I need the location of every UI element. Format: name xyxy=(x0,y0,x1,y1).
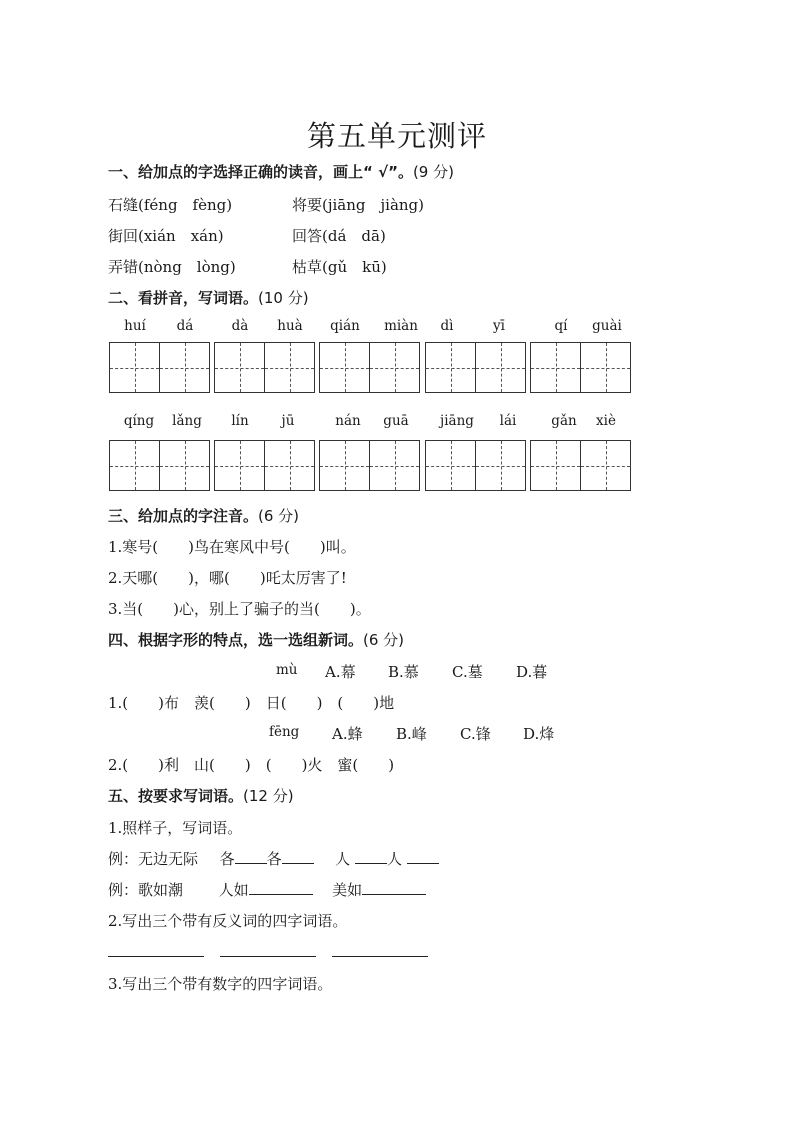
s1-item: 回答(dá dā) xyxy=(292,227,386,245)
grid-cell[interactable] xyxy=(580,441,630,490)
pinyin: jū xyxy=(281,413,295,429)
pinyin: qí xyxy=(554,318,568,334)
s4-option: B.峰 xyxy=(396,725,427,743)
s4-option: A.幕 xyxy=(325,663,356,681)
example-char: 人如 xyxy=(218,881,249,899)
s4-q2-pinyin: fēng xyxy=(269,724,300,740)
s4-option: C.墓 xyxy=(452,663,483,681)
s1-item: 石缝(féng fèng) xyxy=(108,196,233,214)
s5-subquestion-1: 1.照样子，写词语。 xyxy=(108,819,243,837)
pinyin: xiè xyxy=(596,413,616,429)
pinyin: lái xyxy=(499,413,517,429)
writing-grid[interactable] xyxy=(109,440,210,491)
grid-cell[interactable] xyxy=(110,343,159,392)
pinyin: dà xyxy=(231,318,249,334)
example-char: 各 xyxy=(266,850,282,868)
section-1-points: (9 分) xyxy=(412,163,454,181)
grid-cell[interactable] xyxy=(215,441,264,490)
s4-option: A.蜂 xyxy=(332,725,363,743)
pinyin: lǎng xyxy=(172,413,202,429)
section-1-heading xyxy=(108,161,454,182)
grid-cell[interactable] xyxy=(215,343,264,392)
answer-line[interactable] xyxy=(220,956,316,957)
grid-cell[interactable] xyxy=(531,441,580,490)
pinyin: dá xyxy=(176,318,194,334)
section-1-heading-text: 一、给加点的字选择正确的读音，画上“ √”。 xyxy=(108,163,413,181)
answer-blank[interactable] xyxy=(362,880,426,895)
s3-question: 2.天哪( )，哪( )吒太厉害了! xyxy=(108,569,347,587)
s4-option: C.锋 xyxy=(460,725,491,743)
s1-item: 弄错(nòng lòng) xyxy=(108,258,236,276)
section-5-heading xyxy=(108,785,294,806)
grid-cell[interactable] xyxy=(475,441,525,490)
grid-cell[interactable] xyxy=(426,441,475,490)
grid-cell[interactable] xyxy=(369,343,419,392)
pinyin: guā xyxy=(383,413,409,429)
grid-cell[interactable] xyxy=(264,441,314,490)
pinyin-row-1 xyxy=(0,318,794,336)
grid-cell[interactable] xyxy=(369,441,419,490)
answer-line[interactable] xyxy=(332,956,428,957)
section-4-points: (6 分) xyxy=(363,631,405,649)
pinyin: huà xyxy=(277,318,303,334)
example-char: 美如 xyxy=(332,881,363,899)
answer-blank[interactable] xyxy=(282,849,314,864)
s3-question: 3.当( )心，别上了骗子的当( )。 xyxy=(108,600,371,618)
pinyin: huí xyxy=(124,318,146,334)
grid-cell[interactable] xyxy=(320,441,369,490)
section-3-heading-text: 三、给加点的字注音。 xyxy=(108,507,259,525)
pinyin: dì xyxy=(440,318,454,334)
s1-item: 街回(xián xán) xyxy=(108,227,224,245)
section-2-points: (10 分) xyxy=(258,289,309,307)
s4-option: B.慕 xyxy=(388,663,419,681)
s3-question: 1.寒号( )鸟在寒风中号( )叫。 xyxy=(108,538,356,556)
section-3-heading xyxy=(108,505,299,526)
answer-blank[interactable] xyxy=(249,880,313,895)
answer-line[interactable] xyxy=(108,956,204,957)
writing-grid[interactable] xyxy=(109,342,210,393)
s4-option: D.暮 xyxy=(516,663,548,681)
answer-blank[interactable] xyxy=(355,849,387,864)
grid-cell[interactable] xyxy=(475,343,525,392)
s4-option: D.烽 xyxy=(523,725,555,743)
section-4-heading-text: 四、根据字形的特点，选一选组新词。 xyxy=(108,631,364,649)
s4-q1-pinyin: mù xyxy=(276,662,298,678)
pinyin: nán xyxy=(335,413,361,429)
s5-example-2 xyxy=(108,879,426,900)
s1-item: 将要(jiāng jiàng) xyxy=(292,196,425,214)
section-5-points: (12 分) xyxy=(243,787,294,805)
writing-grid[interactable] xyxy=(530,342,631,393)
pinyin: qián xyxy=(330,318,360,334)
pinyin: lín xyxy=(231,413,249,429)
section-3-points: (6 分) xyxy=(258,507,300,525)
grid-cell[interactable] xyxy=(159,343,209,392)
s5-subquestion-2: 2.写出三个带有反义词的四字词语。 xyxy=(108,912,348,930)
s5-subquestion-3: 3.写出三个带有数字的四字词语。 xyxy=(108,975,333,993)
example-label: 例：歌如潮 xyxy=(108,881,184,899)
answer-blank[interactable] xyxy=(235,849,267,864)
example-char: 人 xyxy=(386,850,402,868)
grid-cell[interactable] xyxy=(264,343,314,392)
s4-q1-line: 1.( )布 羡( ) 日( ) ( )地 xyxy=(108,694,395,712)
grid-cell[interactable] xyxy=(580,343,630,392)
pinyin: guài xyxy=(592,318,622,334)
page-title: 第五单元测评 xyxy=(306,119,487,153)
pinyin: jiāng xyxy=(440,413,474,429)
s1-item: 枯草(gǔ kū) xyxy=(292,258,387,276)
pinyin-row-2 xyxy=(0,413,794,431)
section-5-heading-text: 五、按要求写词语。 xyxy=(108,787,244,805)
section-4-heading xyxy=(108,629,404,650)
writing-grid[interactable] xyxy=(319,440,420,491)
s5-example-1 xyxy=(108,848,439,869)
grid-cell[interactable] xyxy=(426,343,475,392)
answer-blank[interactable] xyxy=(407,849,439,864)
writing-grid[interactable] xyxy=(425,440,526,491)
pinyin: miàn xyxy=(384,318,418,334)
example-char: 各 xyxy=(219,850,235,868)
example-char: 人 xyxy=(335,850,351,868)
writing-grid[interactable] xyxy=(214,342,315,393)
pinyin: yī xyxy=(493,318,505,334)
writing-grid[interactable] xyxy=(425,342,526,393)
grid-cell[interactable] xyxy=(531,343,580,392)
section-2-heading xyxy=(108,287,309,308)
s4-q2-line: 2.( )利 山( ) ( )火 蜜( ) xyxy=(108,756,395,774)
example-label: 例：无边无际 xyxy=(108,850,199,868)
grid-cell[interactable] xyxy=(110,441,159,490)
grid-cell[interactable] xyxy=(159,441,209,490)
writing-grid[interactable] xyxy=(214,440,315,491)
pinyin: qíng xyxy=(123,413,155,429)
grid-cell[interactable] xyxy=(320,343,369,392)
section-2-heading-text: 二、看拼音，写词语。 xyxy=(108,289,259,307)
writing-grid[interactable] xyxy=(319,342,420,393)
pinyin: gǎn xyxy=(551,413,577,429)
writing-grid[interactable] xyxy=(530,440,631,491)
